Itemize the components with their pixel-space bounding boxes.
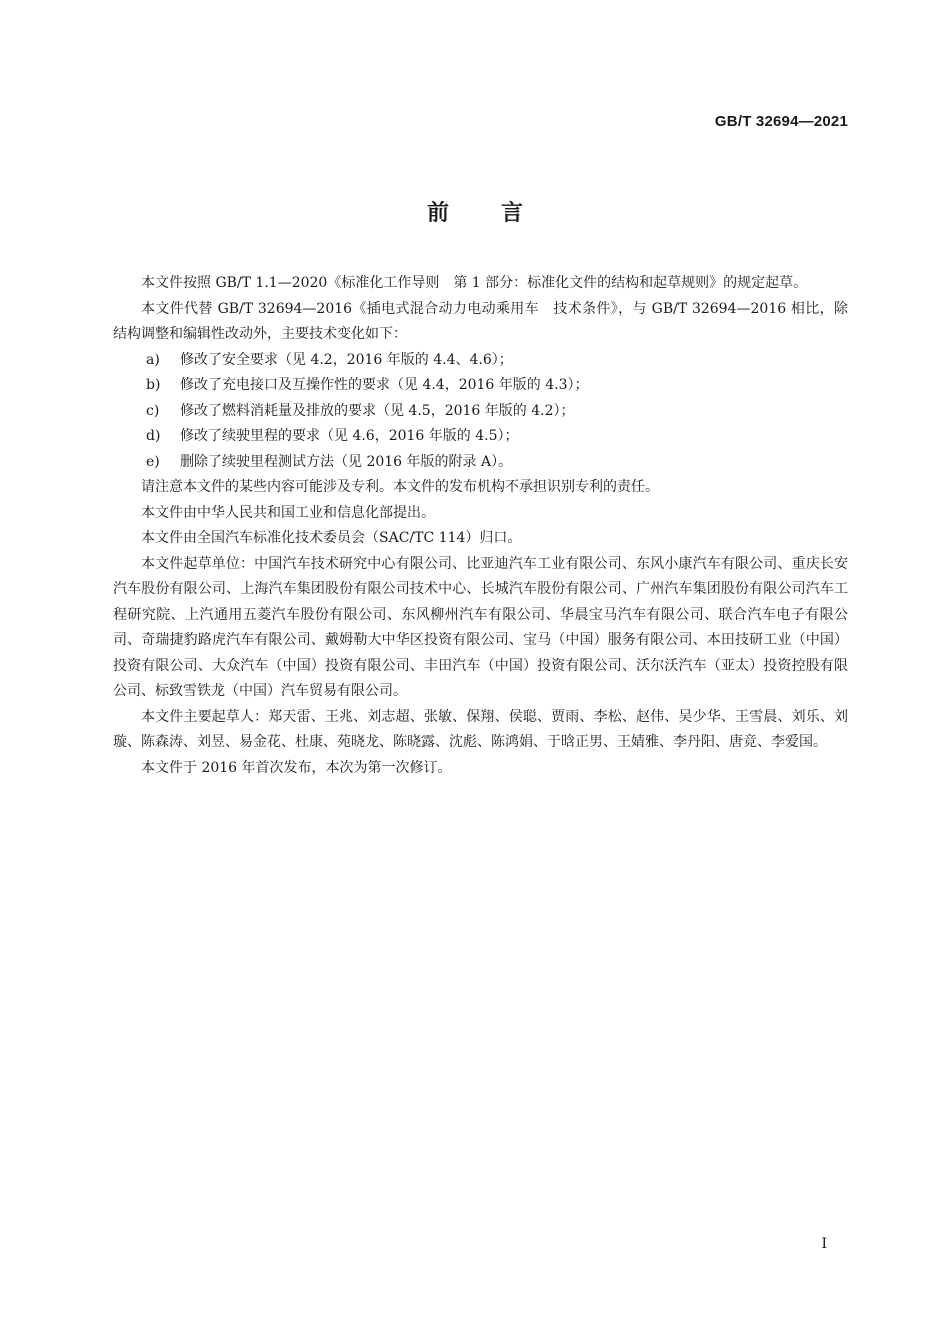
list-item-text: 修改了续驶里程的要求（见 4.6，2016 年版的 4.5）； — [180, 428, 519, 444]
standard-number: GB/T 32694—2021 — [714, 113, 848, 130]
list-marker: c) — [146, 402, 160, 419]
paragraph-drafting-rules: 本文件按照 GB/T 1.1—2020《标准化工作导则 第 1 部分：标准化文件的结构和起草规则》的规定起草。 — [141, 275, 808, 291]
paragraph-drafting-units: 本文件起草单位：中国汽车技术研究中心有限公司、比亚迪汽车工业有限公司、东风小康汽车有限公司、重庆长安汽车股份有限公司、上海汽车集团股份有限公司技术中心、长城汽车股份有限公司、广州汽车集团股份有限公司汽车工程研究院、上汽通用五菱汽车股份有限公司、东风柳州汽车有限公司、华晨宝马汽车有限公司、联合汽车电子有限公司、奇瑞捷豹路虎汽车有限公司、戴姆勒大中华区投资有限公司、宝马（中国）服务有限公司、本田技研工业（中国）投资有限公司、大众汽车（中国）投资有限公司、丰田汽车（中国）投资有限公司、沃尔沃汽车（亚太）投资控股有限公司、标致雪铁龙（中国）汽车贸易有限公司。 — [113, 555, 848, 699]
list-item — [113, 348, 848, 374]
list-item-text: 修改了安全要求（见 4.2，2016 年版的 4.4、4.6）； — [180, 351, 513, 368]
paragraph-replaces: 本文件代替 GB/T 32694—2016《插电式混合动力电动乘用车 技术条件》，与 GB/T 32694—2016 相比，除结构调整和编辑性改动外，主要技术变化如下： — [113, 300, 848, 342]
list-item-text: 修改了燃料消耗量及排放的要求（见 4.5，2016 年版的 4.2）； — [180, 402, 575, 419]
list-marker: b) — [146, 377, 161, 393]
list-item — [113, 424, 848, 450]
list-item — [113, 450, 848, 476]
list-item-text: 删除了续驶里程测试方法（见 2016 年版的附录 A）。 — [180, 453, 513, 470]
page-title — [0, 196, 950, 227]
list-item-text: 修改了充电接口及互操作性的要求（见 4.4，2016 年版的 4.3）； — [180, 377, 589, 393]
paragraph-proposed-by: 本文件由中华人民共和国工业和信息化部提出。 — [141, 504, 435, 521]
paragraph-administered-by: 本文件由全国汽车标准化技术委员会（SAC/TC 114）归口。 — [141, 530, 522, 546]
list-item — [113, 373, 848, 399]
list-marker: d) — [146, 428, 161, 444]
page-number: I — [821, 1236, 827, 1252]
page-title-char: 言 — [501, 201, 524, 226]
paragraph-history: 本文件于 2016 年首次发布，本次为第一次修订。 — [141, 759, 452, 776]
list-marker: a) — [146, 351, 160, 368]
list-item — [113, 399, 848, 425]
paragraph-drafters: 本文件主要起草人：郑天雷、王兆、刘志超、张敏、保翔、侯聪、贾雨、李松、赵伟、吴少华、王雪晨、刘乐、刘璇、陈森涛、刘昱、易金花、杜康、苑晓龙、陈晓露、沈彪、陈鸿娟、于晗正男、王婧雅、李丹阳、唐竞、李爱国。 — [113, 708, 848, 750]
page-title-char: 前 — [426, 201, 449, 226]
foreword-body — [113, 271, 848, 781]
paragraph-patent-notice: 请注意本文件的某些内容可能涉及专利。本文件的发布机构不承担识别专利的责任。 — [141, 479, 659, 495]
changes-list — [113, 348, 848, 476]
list-marker: e) — [146, 453, 160, 470]
